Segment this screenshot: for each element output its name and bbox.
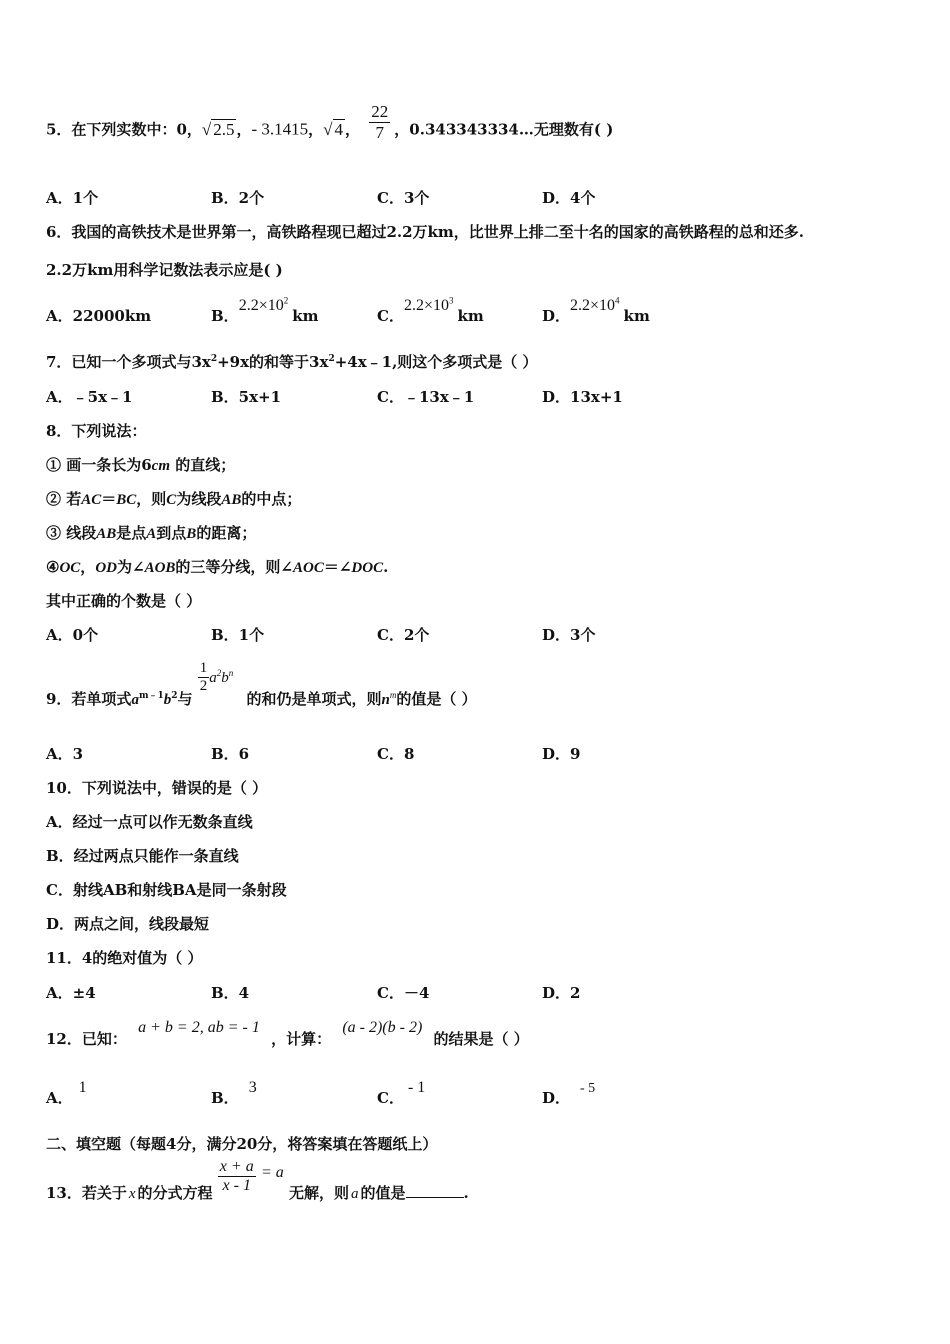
question-13: 13．若关于 x 的分式方程 $\frac{x + a}{x - 1}$ = a 无解，则 a 的值是 .	[46, 1158, 469, 1202]
section-2-title: 二、填空题（每题4分，满分20分，将答案填在答题纸上）	[46, 1135, 438, 1153]
q5-option-b: B．2个	[211, 189, 265, 207]
q5-prefix: 5．在下列实数中：0，	[46, 120, 202, 139]
q10-option-d: D．两点之间，线段最短	[46, 915, 210, 933]
q12-option-d: D．- 5	[542, 1081, 596, 1107]
question-12: 12．已知： a + b = 2, ab = - 1 ，计算： (a - 2)(b - 2) 的结果是（ ）	[46, 1019, 529, 1048]
q12-condition: a + b = 2, ab = - 1	[138, 1019, 260, 1036]
q11-option-c: C．－4	[377, 984, 430, 1002]
q8-statement-1: ① 画一条长为6cm 的直线；	[46, 456, 236, 474]
q7-option-c: C．﹣13x﹣1	[377, 388, 475, 406]
q8-option-d: D．3个	[542, 626, 596, 644]
fraction-1-2: $\frac{1}{2}$	[199, 660, 208, 694]
q7-option-b: B．5x+1	[211, 388, 282, 406]
question-9: 9．若单项式$a^{m﹣1}b^2$与 $\frac{1}{2}$ $a^2b^n$ 的和仍是单项式，则$n^m$的值是（ ）	[46, 660, 477, 708]
q12-option-a: A．1	[46, 1079, 87, 1107]
q6-option-c: C．$2.2\times 10^3km$	[377, 295, 484, 325]
q8-statement-4: ④OC，OD为∠AOB的三等分线，则∠AOC＝∠DOC.	[46, 558, 389, 576]
q11-option-a: A．±4	[46, 984, 96, 1002]
q12-option-c: C．- 1	[377, 1079, 426, 1107]
question-7: 7．已知一个多项式与$3x^2+9x$的和等于$3x^2+4x﹣1$,则这个多项式是（ ）	[46, 353, 538, 371]
q11-option-b: B．4	[211, 984, 250, 1002]
q10-option-a: A．经过一点可以作无数条直线	[46, 813, 253, 831]
q8-statement-2: ② 若AC＝BC，则C为线段AB的中点；	[46, 490, 302, 508]
q9-option-b: B．6	[211, 745, 250, 763]
answer-blank[interactable]	[406, 1183, 464, 1198]
q5-tail: 0.343343334…无理数有( )	[409, 120, 614, 139]
question-5: 5．在下列实数中：0，√ 2.5 ，- 3.1415，√ 4 ， $\frac{22}{7}$ ，0.343343334…无理数有( )	[46, 102, 614, 142]
q11-option-d: D．2	[542, 984, 581, 1002]
q8-option-c: C．2个	[377, 626, 430, 644]
q8-stem: 8．下列说法：	[46, 422, 147, 440]
q9-option-c: C．8	[377, 745, 415, 763]
sqrt-4: √ 4	[323, 119, 344, 139]
sqrt-2-5: √ 2.5	[201, 119, 235, 139]
q7-option-d: D．13x+1	[542, 388, 623, 406]
q12-option-b: B．3	[211, 1079, 257, 1107]
q12-expression: (a - 2)(b - 2)	[342, 1019, 423, 1036]
q9-option-a: A．3	[46, 745, 84, 763]
q6-line-1: 6．我国的高铁技术是世界第一，高铁路程现已超过2.2万km，比世界上排二至十名的国家的高铁路程的总和还多.	[46, 223, 805, 241]
q6-option-d: D．$2.2\times 10^4km$	[542, 295, 650, 325]
q13-fraction: $\frac{x + a}{x - 1}$	[219, 1158, 254, 1194]
q10-stem: 10．下列说法中，错误的是（ ）	[46, 779, 268, 797]
q6-option-b: B．$2.2\times 10^2km$	[211, 295, 319, 325]
q5-option-d: D．4个	[542, 189, 596, 207]
q7-option-a: A．﹣5x﹣1	[46, 388, 133, 406]
q6-option-a: A．22000km	[46, 307, 152, 325]
q10-option-c: C．射线AB和射线BA是同一条射段	[46, 881, 287, 899]
q9-option-d: D．9	[542, 745, 581, 763]
q8-option-b: B．1个	[211, 626, 265, 644]
q10-option-b: B．经过两点只能作一条直线	[46, 847, 239, 865]
fraction-22-7: $\frac{22}{7}$	[371, 102, 389, 142]
q8-ask: 其中正确的个数是（ ）	[46, 592, 202, 610]
neg-3-1415: - 3.1415	[251, 119, 309, 139]
q11-stem: 11．4的绝对值为（ ）	[46, 949, 203, 967]
q5-option-c: C．3个	[377, 189, 430, 207]
q6-line-2: 2.2万km用科学记数法表示应是( )	[46, 261, 283, 279]
q5-option-a: A．1个	[46, 189, 99, 207]
q8-option-a: A．0个	[46, 626, 99, 644]
q8-statement-3: ③ 线段AB是点A到点B的距离；	[46, 524, 257, 542]
